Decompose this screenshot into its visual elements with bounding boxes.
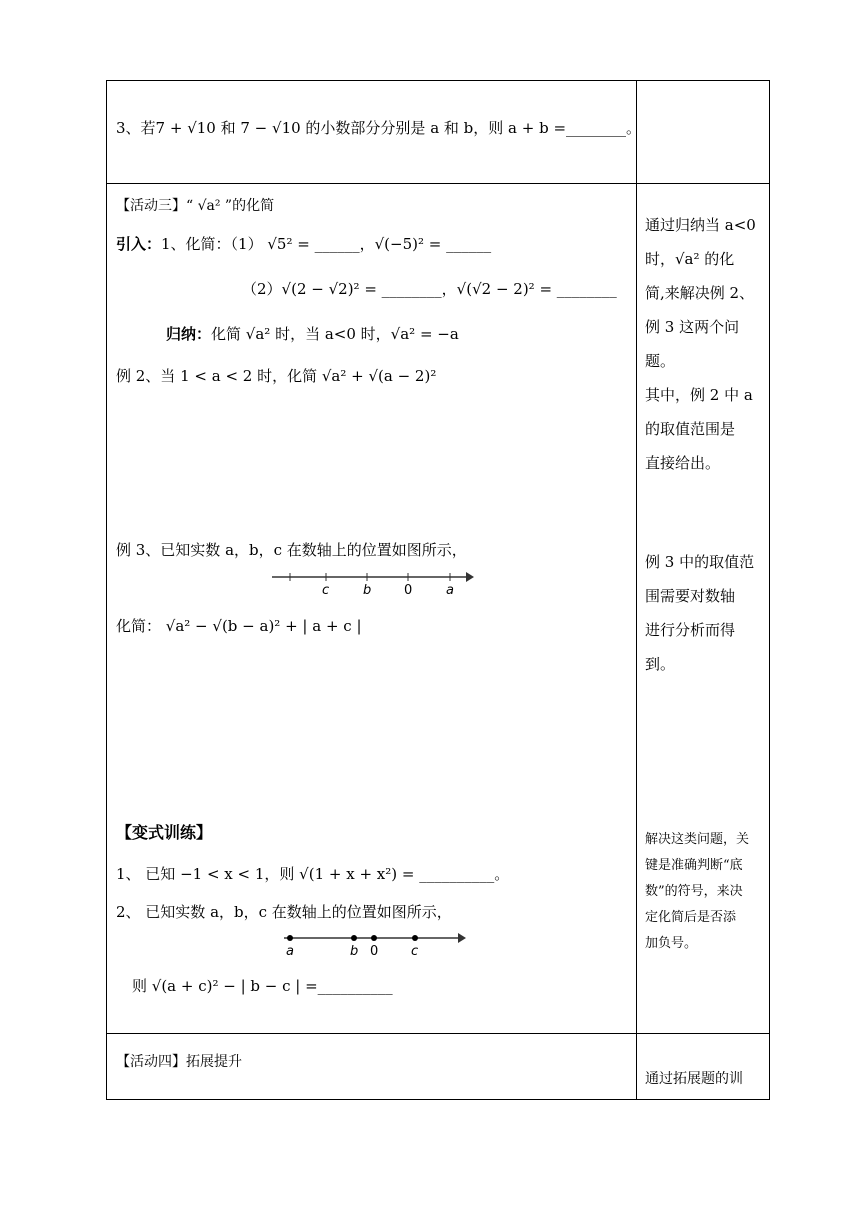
number-line-2-point-a <box>287 935 293 941</box>
summary-line <box>166 324 459 344</box>
number-line-2 <box>282 931 468 961</box>
number-line-1-arrow <box>466 572 474 582</box>
number-line-2-label-c: c <box>411 944 419 959</box>
number-line-2-label-0: 0 <box>370 944 379 959</box>
table-border-right <box>769 80 770 1100</box>
note-line: 直接给出。 <box>645 454 721 472</box>
variation-q2-answer: 则 √(a + c)² − | b − c | =__________ <box>132 977 393 995</box>
number-line-2-label-b: b <box>350 944 359 959</box>
note-line: 通过归纳当 a<0 <box>645 216 756 234</box>
note-line: 例 3 中的取值范 <box>645 553 755 571</box>
table-border-top <box>106 80 770 81</box>
number-line-1-label-b: b <box>363 583 372 598</box>
activity3-title: 【活动三】“ √a² ”的化简 <box>116 198 275 214</box>
intro-text-1: 1、化简：（1） √5² = ______，√(−5)² = ______ <box>161 235 492 253</box>
summary-text: 化简 √a² 时，当 a<0 时，√a² = −a <box>211 325 459 343</box>
note-line: 解决这类问题，关 <box>645 832 750 847</box>
intro-line-2: （2）√(2 − √2)² = ________，√(√2 − 2)² = ________ <box>242 280 617 298</box>
note-line: 其中，例 2 中 a <box>645 386 753 404</box>
note-line: 加负号。 <box>645 936 698 951</box>
intro-label: 引入： <box>116 235 162 253</box>
note-line: 定化简后是否添 <box>645 910 737 925</box>
number-line-1-label-c: c <box>322 583 330 598</box>
number-line-2-point-b <box>351 935 357 941</box>
example-3: 例 3、已知实数 a，b，c 在数轴上的位置如图所示， <box>116 541 467 559</box>
note-line: 例 3 这两个问 <box>645 318 740 336</box>
note-line: 的取值范围是 <box>645 420 736 438</box>
table-border-bottom <box>106 1099 770 1100</box>
note-line: 题。 <box>645 352 676 370</box>
notes-activity3 <box>645 208 765 480</box>
column-divider <box>636 80 637 1100</box>
number-line-2-label-a: a <box>286 944 294 959</box>
note-line: 到。 <box>645 655 676 673</box>
table-border-left <box>106 80 107 1100</box>
example-3-simplify: 化简： √a² − √(b − a)² + | a + c | <box>116 617 362 635</box>
summary-label: 归纳： <box>166 325 212 343</box>
intro-line-1 <box>116 234 491 254</box>
number-line-1 <box>270 568 476 598</box>
activity4-title: 【活动四】拓展提升 <box>116 1054 242 1070</box>
variation-q2: 2、 已知实数 a，b，c 在数轴上的位置如图所示， <box>116 903 452 921</box>
note-line: 数”的符号，来决 <box>645 884 743 899</box>
question-3: 3、若7 + √10 和 7 − √10 的小数部分分别是 a 和 b，则 a + b =________。 <box>116 119 642 137</box>
note-line: 键是准确判断“底 <box>645 858 743 873</box>
number-line-1-label-a: a <box>446 583 454 598</box>
number-line-2-point-c <box>412 935 418 941</box>
number-line-2-point-0 <box>371 935 377 941</box>
number-line-1-label-0: 0 <box>404 583 413 598</box>
notes-example3 <box>645 545 765 681</box>
note-line: 进行分析而得 <box>645 621 736 639</box>
variation-q1: 1、 已知 −1 < x < 1，则 √(1 + x + x²) = __________。 <box>116 865 510 883</box>
note-line: 围需要对数轴 <box>645 587 736 605</box>
variation-title: 【变式训练】 <box>116 823 213 842</box>
example-2: 例 2、当 1 < a < 2 时，化简 √a² + √(a − 2)² <box>116 367 437 385</box>
note-line: 简,来解决例 2、 <box>645 284 755 302</box>
notes-variation <box>645 827 765 957</box>
note-line: 时，√a² 的化 <box>645 250 735 268</box>
number-line-2-arrow <box>458 933 466 943</box>
notes-activity4: 通过拓展题的训 <box>645 1071 743 1087</box>
row-divider-2 <box>106 1033 770 1034</box>
row-divider-1 <box>106 183 770 184</box>
